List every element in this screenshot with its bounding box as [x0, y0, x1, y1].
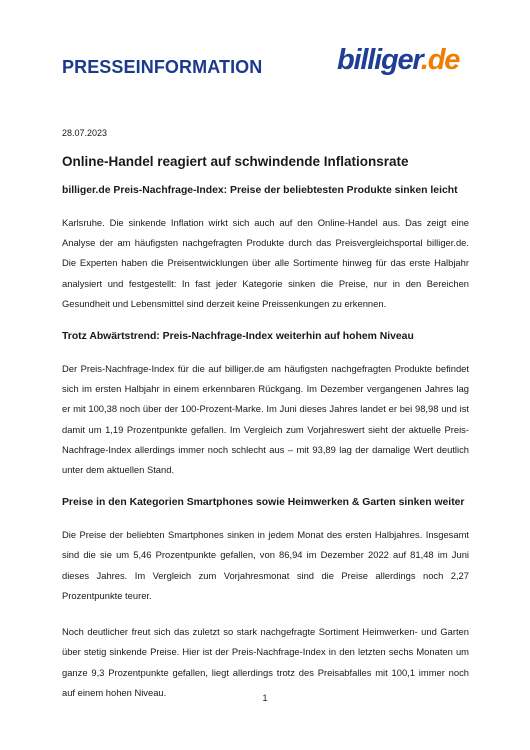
section-heading-index: Trotz Abwärtstrend: Preis-Nachfrage-Index weiterhin auf hohem Niveau	[62, 331, 414, 343]
page-number: 1	[262, 693, 268, 703]
logo-tld: .de	[420, 44, 460, 76]
article-body	[62, 154, 469, 703]
release-date: 28.07.2023	[62, 128, 108, 138]
article-subtitle: billiger.de Preis-Nachfrage-Index: Preise der beliebtesten Produkte sinken leicht	[62, 185, 458, 197]
article-title: Online-Handel reagiert auf schwindende Inflationsrate	[62, 154, 409, 169]
paragraph-smartphones: Die Preise der beliebten Smartphones sinken in jedem Monat des ersten Halbjahres. Insgesamt sind die sie um 5,46 Prozentpunkte gefallen, von 86,94 im Dezember 2022 auf 81,48 im Juni dieses Jahres. Im Vergleich zum Vorjahresmonat sind die Preise allerdings noch 2,27 Prozentpunkte teurer.	[62, 529, 469, 601]
paragraph-index: Der Preis-Nachfrage-Index für die auf billiger.de am häufigsten nachgefragten Produkte befindet sich im ersten Halbjahr in einem erkennbaren Rückgang. Im Dezember vergangenen Jahres lag er mit 100,38 noch über der 100-Prozent-Marke. Im Juni dieses Jahres landet er bei 98,98 und ist damit um 1,19 Prozentpunkte gefallen. Im Vergleich zum Vorjahreswert sieht der aktuelle Preis-Nachfrage-Index allerdings immer noch schlecht aus – mit 93,89 lag der damalige Wert deutlich unter dem aktuellen Stand.	[62, 362, 469, 476]
billiger-de-logo	[337, 46, 459, 75]
logo-wordmark: billiger	[337, 44, 421, 76]
paragraph-garden: Noch deutlicher freut sich das zuletzt so stark nachgefragte Sortiment Heimwerken- und Garten über stetig sinkende Preise. Hier ist der Preis-Nachfrage-Index in den letzten sechs Monaten um ganze 9,3 Prozentpunkte gefallen, liegt allerdings trotz des Preisabfalles mit 100,1 immer noch auf einem hohen Niveau.	[62, 626, 469, 699]
document-type-label: PRESSEINFORMATION	[62, 57, 263, 77]
paragraph-intro: Karlsruhe. Die sinkende Inflation wirkt sich auch auf den Online-Handel aus. Das zeigt eine Analyse der am häufigsten nachgefragten Produkte durch das Preisvergleichsportal billiger.de. Die Experten haben die Preisentwicklungen über alle Sortimente hinweg für das erste Halbjahr analysiert und festgestellt: In fast jeder Kategorie sinken die Preise, nur in den Bereichen Gesundheit und Lebensmittel sind derzeit keine Preissenkungen zu erkennen.	[62, 216, 469, 309]
section-heading-categories: Preise in den Kategorien Smartphones sowie Heimwerken & Garten sinken weiter	[62, 497, 465, 509]
